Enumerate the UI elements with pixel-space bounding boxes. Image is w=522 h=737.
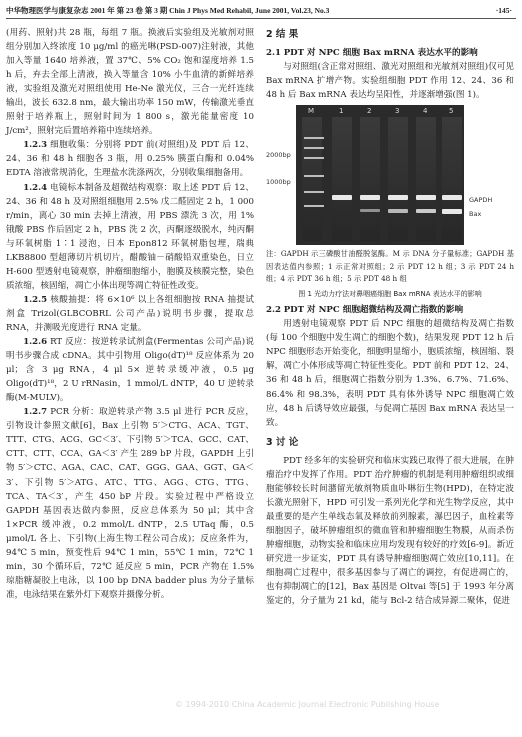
paragraph-2-1-text: 与对照组(含正常对照组、激光对照组和光敏剂对照组)仅可见 Bax mRNA 扩增产物。实验组细胞 PDT 作用 12、24、36 和 48 h 后 Bax mRNA 表达均呈阳性，并逐渐增强(图 1)。: [266, 62, 514, 101]
sub-title: 核酸抽提: [50, 294, 87, 305]
sub-text: 按逆转录试剂盒(Fermentas 公司产品)说明书步骤合成 cDNA。其中引物用 Oligo(dT)¹⁸ 反应体系为 20 μl；含 3 μg RNA，4 μl 5× 逆转录缓冲液，0.5 μg Oligo(dT)¹⁸，2 U rRNasin，1 mmol/L dNTP，40 U 逆转录酶(M-MULV)。: [6, 337, 254, 404]
sub-title: PDT 对 NPC 细胞 Bax mRNA 表达水平的影响: [283, 48, 478, 59]
gel-lane-3: [388, 117, 408, 241]
left-column: [6, 26, 254, 602]
marker-band: [304, 205, 324, 207]
gel-lane-5: [442, 117, 462, 241]
paragraph-pcr: 1.2.7 PCR 分析：取逆转录产物 3.5 μl 进行 PCR 反应，引物设计参照文献[6]，Bax 上引物 5′＞CTG、ACA、TGT、TTT、CTG、ACG、GC＜3′、下引物 5′＞TCA、GCC、CAT、CTT、CTT、CCA、GA＜3′ 产生 289 bP 片段，GAPDH 上引物 5′＞CTC、AGA、CAC、CAT、GGG、GAA、GGT、GA＜3′、下引物 5′＞ATG、ATC、TTG、AGG、CTG、TTG、TCA、TA＜3′，产生 450 bP 片段。实验过程中严格设立 GAPDH 基因表达做内参照，反应总体系为 50 μl；其中含 1×PCR 缓冲液，0.2 mmol/L dNTP，2.5 UTaq 酶，0.5 μmol/L 各上、下引物(上海生物工程公司合成)；反应条件为，94℃ 5 min，预变性后 94℃ 1 min，55℃ 1 min，72℃ 1 min，30 个循环后，72℃ 延反应 5 min，PCR 产物在 1.5% 琼脂糖凝胶上电泳，以 100 bp DNA badder plus 为分子量标准，电泳结果在紫外灯下观察并摄像分析。: [6, 407, 254, 600]
band-bax: [416, 209, 436, 213]
marker-label-1000: 1000bp: [266, 178, 291, 187]
band-gapdh: [360, 195, 380, 200]
band-label-bax: Bax: [469, 210, 482, 219]
marker-label-2000: 2000bp: [266, 151, 291, 160]
lane-label-3: 3: [395, 107, 400, 116]
paragraph-discussion: PDT 经多年的实验研究和临床实践已取得了很大进展，在肿瘤治疗中发挥了作用。PDT 治疗肿瘤的机制是利用肿瘤组织或细胞能够较长时间潴留光敏剂物质血卟啉衍生物(HPD)，在特定波长激光照射下，HPD 可引发一系列光化学和光生物学反应，其中最重要的是产生单线态氧及释放前列腺素，瀑巴因子，血栓素等细胞因子，破坏肿瘤组织的微血管和肿瘤细胞生物膜，从而杀伤肿瘤细胞，动物实验和临床应用均发现有较好的疗效[6-9]。新近研究进一步证实，PDT 具有诱导肿瘤细胞凋亡效应[10,11]。在细胞凋亡过程中，很多基因参与了凋亡的调控，有促进凋亡的，也有抑制凋亡的[12]，Bax 基因是 Oltvai 等[5] 于 1993 年分离鉴定的，分子量为 21 kd，能与 Bcl-2 结合成异源二聚体，促进: [266, 455, 514, 607]
lane-label-1: 1: [339, 107, 344, 116]
paragraph-2-2: [266, 303, 514, 317]
gel-figure: [266, 105, 514, 245]
paragraph-intro: (用药、照射)共 28 瓶，每组 7 瓶。换液后实验组及光敏剂对照组分别加入终浓度 10 μg/ml 的癌光啉(PSD-007)注射液，其他加入等量 1640 培养液，置 37℃、5% CO₂ 饱和湿度培养 1.5 h 后，弃去全部上清液，换入等量含 10% 小牛血清的新鲜培养液，实验组及激光对照组使用 He-Ne 激光仪，三合一光纤连续输出，波长 632.8 nm，最大输出功率 150 mW，传输激光垂直照射于培养瓶上，照射时间为 1 800 s，激光能量密度 10 J/cm²，照射完后置培养箱中连续培养。: [6, 28, 254, 137]
marker-band: [304, 191, 324, 193]
marker-band: [304, 147, 324, 149]
figure-caption: 图 1 光动力疗法对鼻咽癌细胞 Bax mRNA 表达水平的影响: [298, 289, 482, 298]
sub-number: 1.2.5: [23, 294, 48, 305]
journal-running-title: 中华物理医学与康复杂志 2001 年 第 23 卷 第 3 期 Chin J Phys Med Rehabil, June 2001, Vol.23, No.3: [6, 6, 330, 15]
band-gapdh: [442, 195, 462, 200]
marker-band: [304, 175, 324, 177]
band-bax: [388, 209, 408, 213]
gel-lane-2: [360, 117, 380, 241]
paragraph-rt: 1.2.6 RT 反应：按逆转录试剂盒(Fermentas 公司产品)说明书步骤合成 cDNA。其中引物用 Oligo(dT)¹⁸ 反应体系为 20 μl；含 3 μg RNA，4 μl 5× 逆转录缓冲液，0.5 μg Oligo(dT)¹⁸，2 U rRNasin，1 mmol/L dNTP，40 U 逆转录酶(M-MULV)。: [6, 337, 254, 404]
sub-number: 1.2.3: [23, 140, 48, 151]
band-gapdh: [388, 195, 408, 200]
marker-band: [304, 137, 324, 139]
publisher-watermark: © 1994-2010 China Academic Journal Electronic Publishing House: [175, 700, 440, 709]
band-bax: [442, 209, 462, 214]
band-bax: [360, 209, 380, 212]
gel-image: [296, 105, 464, 245]
sub-title: 电镜标本制备及超微结构观察: [50, 182, 164, 193]
right-column: [266, 26, 514, 608]
paragraph-em-prep: 1.2.4 电镜标本制备及超微结构观察：取上述 PDT 后 12、24、36 和 48 h 及对照组细胞用 2.5% 戊二醛固定 2 h，1 000 r/min，离心 30 min 去掉上清液，用 PBS 漂洗 3 次，用 1% 锇酸 PBS 作后固定 2 h，PBS 洗 2 次，丙酮逐级脱水，纯丙酮与环氧树脂 1∶1 浸泡，日本 Epon812 环氧树脂包埋，瑞典 LKB8800 型超薄切片机切片，醋酸铀－硝酸铅双重染色，日立 H-600 型透射电镜观察，肿瘤细胞缩小，胞膜及核膜完整，染色质浓缩，核固缩，凋亡小体出现等凋亡特征性改变。: [6, 182, 254, 291]
figure-note: 注：GAPDH 示三磷酸甘油醛脱氢酶。M 示 DNA 分子量标准；GAPDH 基因表达值内参照；1 示正常对照组；2 示 PDT 12 h 组；3 示 PDT 24 h 组；4 示 PDT 36 h 组；5 示 PDT 48 h 组: [266, 249, 514, 284]
sub-title: PCR 分析: [50, 407, 91, 418]
sub-text: 取上述 PDT 后 12、24、36 和 48 h 及对照组细胞用 2.5% 戊二醛固定 2 h，1 000 r/min，离心 30 min 去掉上清液，用 PBS 漂洗 3 次，用 1% 锇酸 PBS 作后固定 2 h，PBS 洗 2 次，丙酮逐级脱水，纯丙酮与环氧树脂 1∶1 浸泡，日本 Epon812 环氧树脂包埋，瑞典 LKB8800 型超薄切片机切片，醋酸铀－硝酸铅双重染色，日立 H-600 型透射电镜观察，肿瘤细胞缩小，胞膜及核膜完整，染色质浓缩，核固缩，凋亡小体出现等凋亡特征性改变。: [6, 182, 254, 291]
section-heading-discussion: 3 讨 论: [266, 436, 299, 448]
sub-title: 细胞收集: [50, 140, 86, 151]
sub-title: RT 反应: [50, 337, 83, 348]
sub-number: 1.2.4: [23, 182, 48, 193]
band-gapdh: [332, 195, 352, 200]
marker-band: [304, 157, 324, 159]
lane-label-2: 2: [367, 107, 372, 116]
gel-lane-labels: [296, 106, 464, 118]
sub-text: 分别将 PDT 前(对照组)及 PDT 后 12、24、36 和 48 h 细胞各 3 瓶，用 0.25% 胰蛋白酶和 0.04% EDTA 溶液常规消化，生理盐水洗涤两次，分别收集细胞备用。: [6, 140, 254, 179]
paragraph-2-2-text: 用透射电镜观察 PDT 后 NPC 细胞的超微结构及凋亡指数(每 100 个细胞中发生凋亡的细胞个数)，结果发现 PDT 12 h 后 NPC 细胞形态开始变化，细胞明显缩小，胞质浓缩，核固缩、裂解，凋亡小体形成等凋亡特征性变化。PDT 前和 PDT 12、24、36 和 48 h 后，细胞凋亡指数分别为 1.3%、6.7%、71.6%、86.4% 和 98.3%，表明 PDT 具有体外诱导 NPC 细胞凋亡效应，48 h 后诱导效应最强，与促凋亡基因 Bax mRNA 表达呈一致。: [266, 319, 514, 428]
paragraph-2-1: [266, 46, 514, 60]
sub-text: 取逆转录产物 3.5 μl 进行 PCR 反应，引物设计参照文献[6]，Bax 上引物 5′＞CTG、ACA、TGT、TTT、CTG、ACG、GC＜3′、下引物 5′＞TCA、GCC、CAT、CTT、CTT、CCA、GA＜3′ 产生 289 bP 片段，GAPDH 上引物 5′＞CTC、AGA、CAC、CAT、GGG、GAA、GGT、GA＜3′、下引物 5′＞ATG、ATC、TTG、AGG、CTG、TTG、TCA、TA＜3′，产生 450 bP 片段。实验过程中严格设立 GAPDH 基因表达做内参照，反应总体系为 50 μl；其中含 1×PCR 缓冲液，0.2 mmol/L dNTP，2.5 UTaq 酶，0.5 μmol/L 各上、下引物(上海生物工程公司合成)；反应条件为，94℃ 5 min，预变性后 94℃ 1 min，55℃ 1 min，72℃ 1 min，30 个循环后，72℃ 延反应 5 min，PCR 产物在 1.5% 琼脂糖凝胶上电泳，以 100 bp DNA badder plus 为分子量标准，电泳结果在紫外灯下观察并摄像分析。: [6, 407, 254, 600]
lane-label-4: 4: [423, 107, 428, 116]
sub-number: 2.1: [266, 48, 281, 59]
paragraph-cell-collection: 1.2.3 细胞收集：分别将 PDT 前(对照组)及 PDT 后 12、24、36 和 48 h 细胞各 3 瓶，用 0.25% 胰蛋白酶和 0.04% EDTA 溶液常规消化，生理盐水洗涤两次，分别收集细胞备用。: [6, 140, 254, 179]
paragraph-rna: 1.2.5 核酸抽提：将 6×10⁶ 以上各组细胞按 RNA 抽提试剂盒 Trizol(GLBCOBRL 公司产品)说明书步骤，提取总 RNA，并测吸光度进行 RNA 定量。: [6, 294, 254, 333]
sub-text: 将 6×10⁶ 以上各组细胞按 RNA 抽提试剂盒 Trizol(GLBCOBRL 公司产品)说明书步骤，提取总 RNA，并测吸光度进行 RNA 定量。: [6, 294, 254, 333]
section-heading-results: 2 结 果: [266, 29, 299, 40]
gel-lane-4: [416, 117, 436, 241]
sub-title: PDT 对 NPC 细胞超微结构及凋亡指数的影响: [283, 305, 464, 316]
running-header: [6, 4, 516, 19]
lane-label-m: M: [308, 107, 315, 116]
sub-number: 1.2.7: [23, 407, 48, 418]
sub-number: 1.2.6: [23, 337, 48, 348]
sub-number: 2.2: [266, 305, 281, 316]
band-label-gapdh: GAPDH: [469, 196, 493, 205]
lane-label-5: 5: [449, 107, 454, 116]
gel-lane-m: [302, 117, 322, 241]
band-gapdh: [416, 195, 436, 200]
gel-lane-1: [332, 117, 352, 241]
page-number: ·145·: [495, 6, 512, 15]
